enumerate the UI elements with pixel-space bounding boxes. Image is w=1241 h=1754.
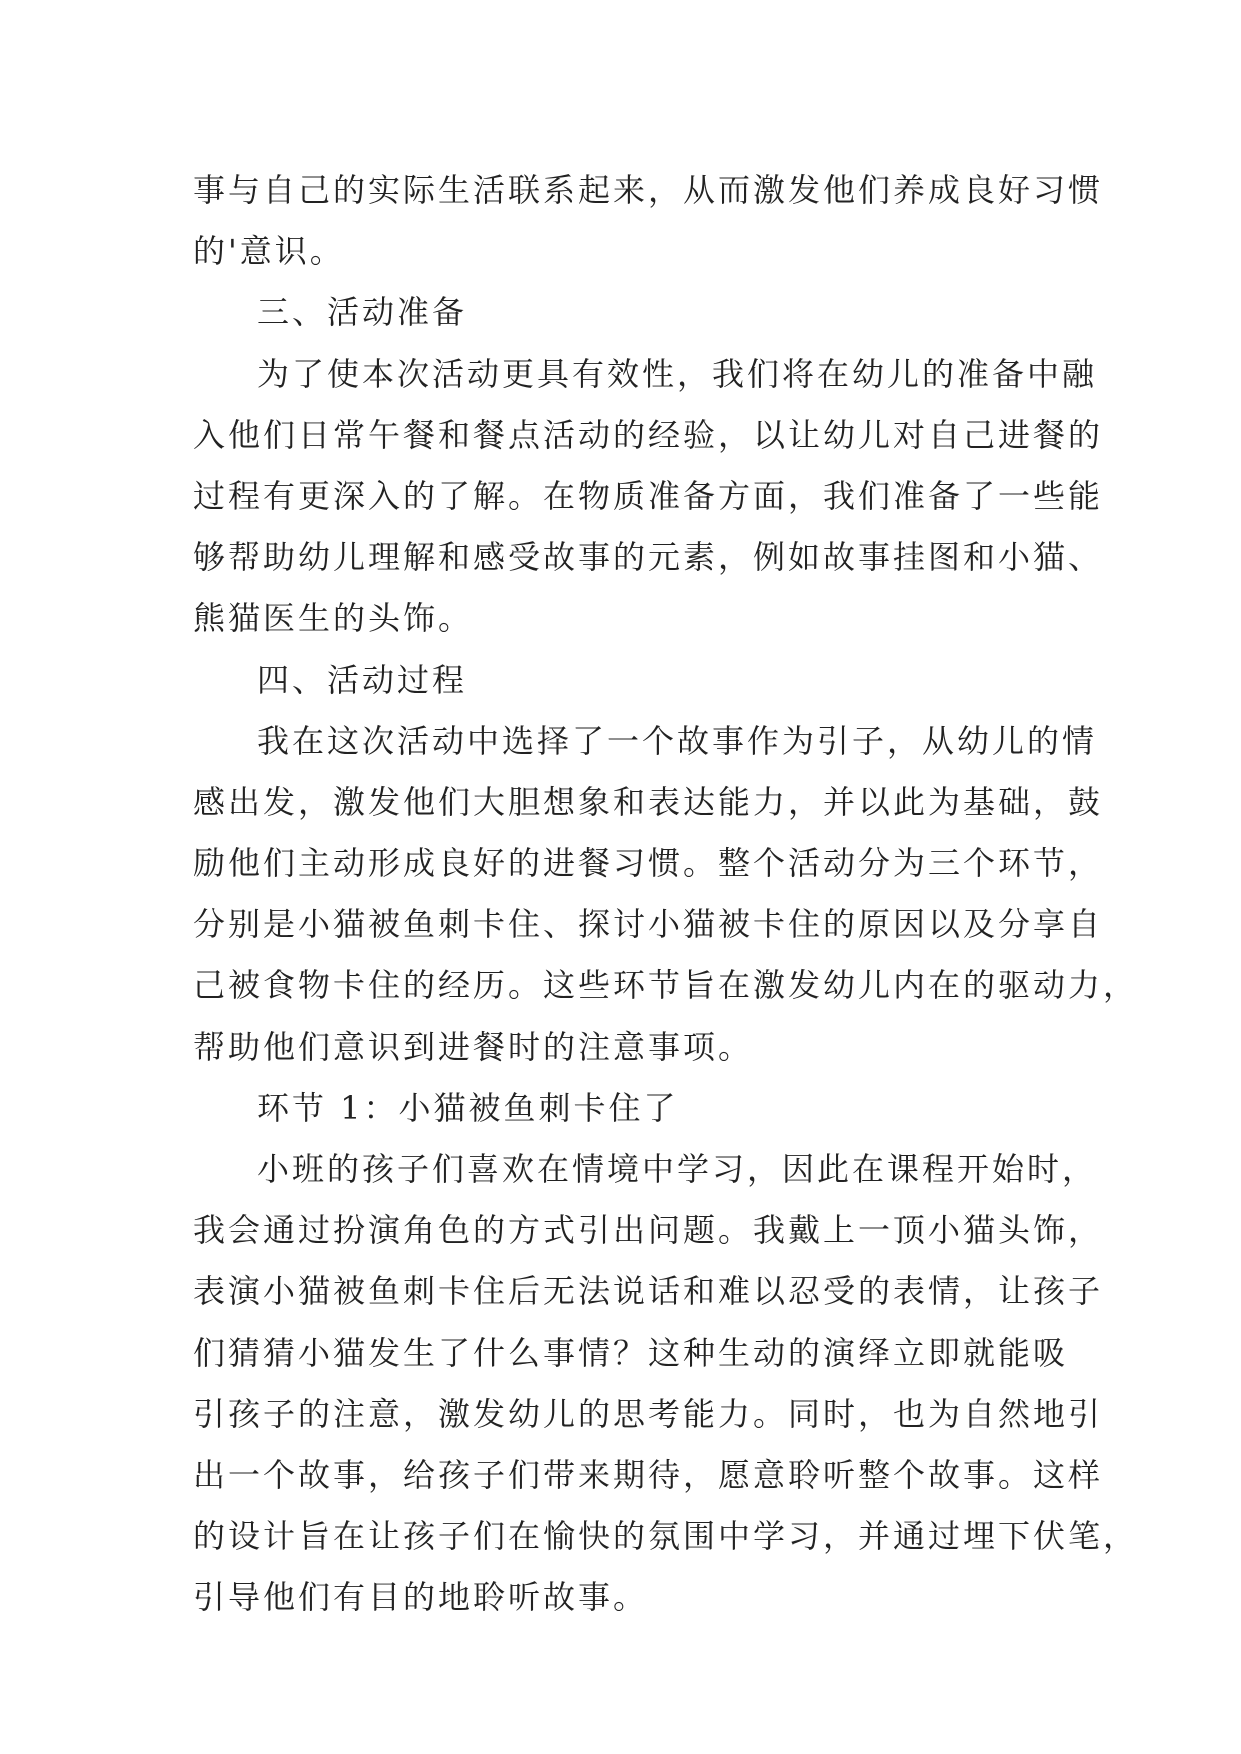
text-line-10: 我在这次活动中选择了一个故事作为引子，从幼儿的情: [257, 721, 1098, 760]
text-line-18: 我会通过扮演角色的方式引出问题。我戴上一顶小猫头饰，: [193, 1211, 1104, 1250]
text-line-15: 帮助他们意识到进餐时的注意事项。: [193, 1027, 754, 1066]
text-line-24: 引导他们有目的地聆听故事。: [193, 1578, 649, 1617]
document-body: [193, 160, 1139, 1629]
text-line-1: 事与自己的实际生活联系起来，从而激发他们养成良好习惯: [193, 171, 1104, 209]
text-line-19: 表演小猫被鱼刺卡住后无法说话和难以忍受的表情，让孩子: [193, 1272, 1104, 1311]
text-line-2: 的'意识。: [193, 232, 345, 271]
text-line-20: 们猜猜小猫发生了什么事情？这种生动的演绎立即就能吸: [193, 1333, 1069, 1372]
text-line-7: 够帮助幼儿理解和感受故事的元素，例如故事挂图和小猫、: [193, 538, 1104, 577]
text-line-17: 小班的孩子们喜欢在情境中学习，因此在课程开始时，: [257, 1150, 1098, 1188]
text-line-11: 感出发，激发他们大胆想象和表达能力，并以此为基础，鼓: [193, 782, 1104, 821]
text-line-5: 入他们日常午餐和餐点活动的经验，以让幼儿对自己进餐的: [193, 415, 1104, 454]
text-line-21: 引孩子的注意，激发幼儿的思考能力。同时，也为自然地引: [193, 1394, 1104, 1433]
text-line-13: 分别是小猫被鱼刺卡住、探讨小猫被卡住的原因以及分享自: [193, 905, 1104, 944]
text-line-6: 过程有更深入的了解。在物质准备方面，我们准备了一些能: [193, 476, 1104, 515]
text-line-12: 励他们主动形成良好的进餐习惯。整个活动分为三个环节，: [193, 844, 1104, 883]
section-heading-step-1: 环节 1：小猫被鱼刺卡住了: [257, 1088, 679, 1127]
text-line-4: 为了使本次活动更具有效性，我们将在幼儿的准备中融: [257, 354, 1098, 393]
text-line-22: 出一个故事，给孩子们带来期待，愿意聆听整个故事。这样: [193, 1455, 1104, 1494]
section-heading-activity-preparation: 三、活动准备: [257, 293, 468, 332]
text-line-8: 熊猫医生的头饰。: [193, 599, 474, 638]
text-line-14: 己被食物卡住的经历。这些环节旨在激发幼儿内在的驱动力，: [193, 966, 1139, 1005]
text-line-23: 的设计旨在让孩子们在愉快的氛围中学习，并通过埋下伏笔，: [193, 1517, 1139, 1556]
section-heading-activity-process: 四、活动过程: [257, 660, 468, 699]
